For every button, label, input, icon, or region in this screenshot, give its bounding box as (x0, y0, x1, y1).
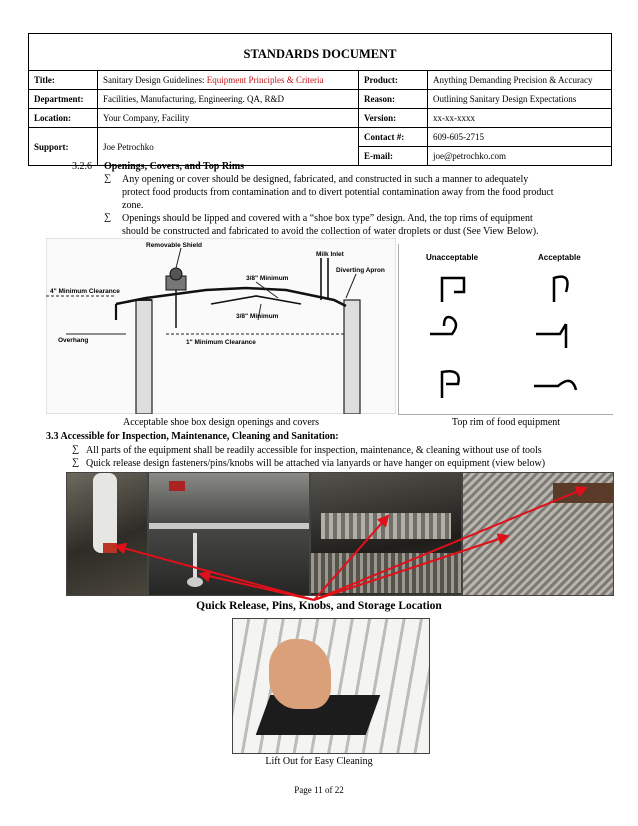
bullet-line: zone. (122, 200, 144, 211)
bullet-symbol: ∑ (72, 444, 80, 455)
version-value: xx-xx-xxxx (428, 109, 612, 128)
page-number: Page 11 of 22 (294, 785, 344, 795)
reason-value: Outlining Sanitary Design Expectations (428, 90, 612, 109)
bullet-line: Openings should be lipped and covered with a “shoe box type” design. And, the top rims of equipment (122, 213, 533, 224)
location-label: Location: (29, 109, 98, 128)
label-removable-shield: Removable Shield (146, 242, 202, 249)
bullet-symbol: ∑ (104, 212, 112, 223)
shoe-box-diagram (46, 238, 396, 414)
title-label: Title: (29, 71, 98, 90)
diagram-caption: Acceptable shoe box design openings and covers (122, 417, 320, 428)
bullet-line: protect food products from contamination and to divert potential contamination away from the food product (122, 187, 554, 198)
support-label: Support: (29, 128, 98, 166)
bullet-text: Quick release design fasteners/pins/knobs will be attached via lanyards or have hanger on equipment (view below) (86, 458, 546, 469)
label-acceptable: Acceptable (538, 253, 581, 262)
contact-label: Contact #: (359, 128, 428, 147)
document-title: STANDARDS DOCUMENT (29, 34, 612, 71)
bullet-text (122, 212, 622, 238)
location-value: Your Company, Facility (98, 109, 359, 128)
label-min-38-bottom: 3/8" Minimum (236, 313, 279, 320)
product-value: Anything Demanding Precision & Accuracy (428, 71, 612, 90)
section-33-heading: 3.3 Accessible for Inspection, Maintenance, Cleaning and Sanitation: (46, 431, 339, 442)
section-heading: Openings, Covers, and Top Rims (104, 161, 245, 172)
contact-value: 609-605-2715 (428, 128, 612, 147)
rim-caption: Top rim of food equipment (451, 417, 561, 428)
title-value (98, 71, 359, 90)
email-value: joe@petrochko.com (428, 147, 612, 166)
support-value: Joe Petrochko (98, 128, 359, 166)
department-value: Facilities, Manufacturing, Engineering. QA, R&D (98, 90, 359, 109)
rim-examples (400, 244, 612, 414)
label-clearance-1: 1" Minimum Clearance (186, 339, 256, 346)
reason-label: Reason: (359, 90, 428, 109)
bullet-text: All parts of the equipment shall be readily accessible for inspection, maintenance, & cleaning without use of tools (86, 445, 542, 456)
label-clearance-4: 4" Minimum Clearance (50, 288, 120, 295)
photo-lift-out (232, 618, 430, 754)
title-value-a: Sanitary Design Guidelines: (103, 75, 207, 85)
label-diverting-apron: Diverting Apron (336, 267, 385, 274)
bullet-symbol: ∑ (72, 457, 80, 468)
bullet-text (122, 173, 622, 212)
department-label: Department: (29, 90, 98, 109)
pointer-arrows (0, 470, 638, 606)
photos-caption: Quick Release, Pins, Knobs, and Storage Location (196, 600, 442, 612)
version-label: Version: (359, 109, 428, 128)
title-value-b: Equipment Principles & Criteria (206, 75, 324, 85)
bullet-symbol: ∑ (104, 173, 112, 184)
bullet-line: Any opening or cover should be designed, fabricated, and constructed in such a manner to adequately (122, 174, 529, 185)
section-number: 3.2.6 (72, 161, 92, 172)
lift-caption: Lift Out for Easy Cleaning (265, 756, 373, 767)
label-min-38-top: 3/8" Minimum (246, 275, 289, 282)
label-milk-inlet: Milk Inlet (316, 251, 344, 258)
bullet-line: should be constructed and fabricated to avoid the collection of water droplets or dust (See View Below). (122, 226, 539, 237)
label-unacceptable: Unacceptable (426, 253, 479, 262)
email-label: E-mail: (359, 147, 428, 166)
product-label: Product: (359, 71, 428, 90)
label-overhang: Overhang (58, 337, 89, 344)
header-table (28, 33, 612, 166)
